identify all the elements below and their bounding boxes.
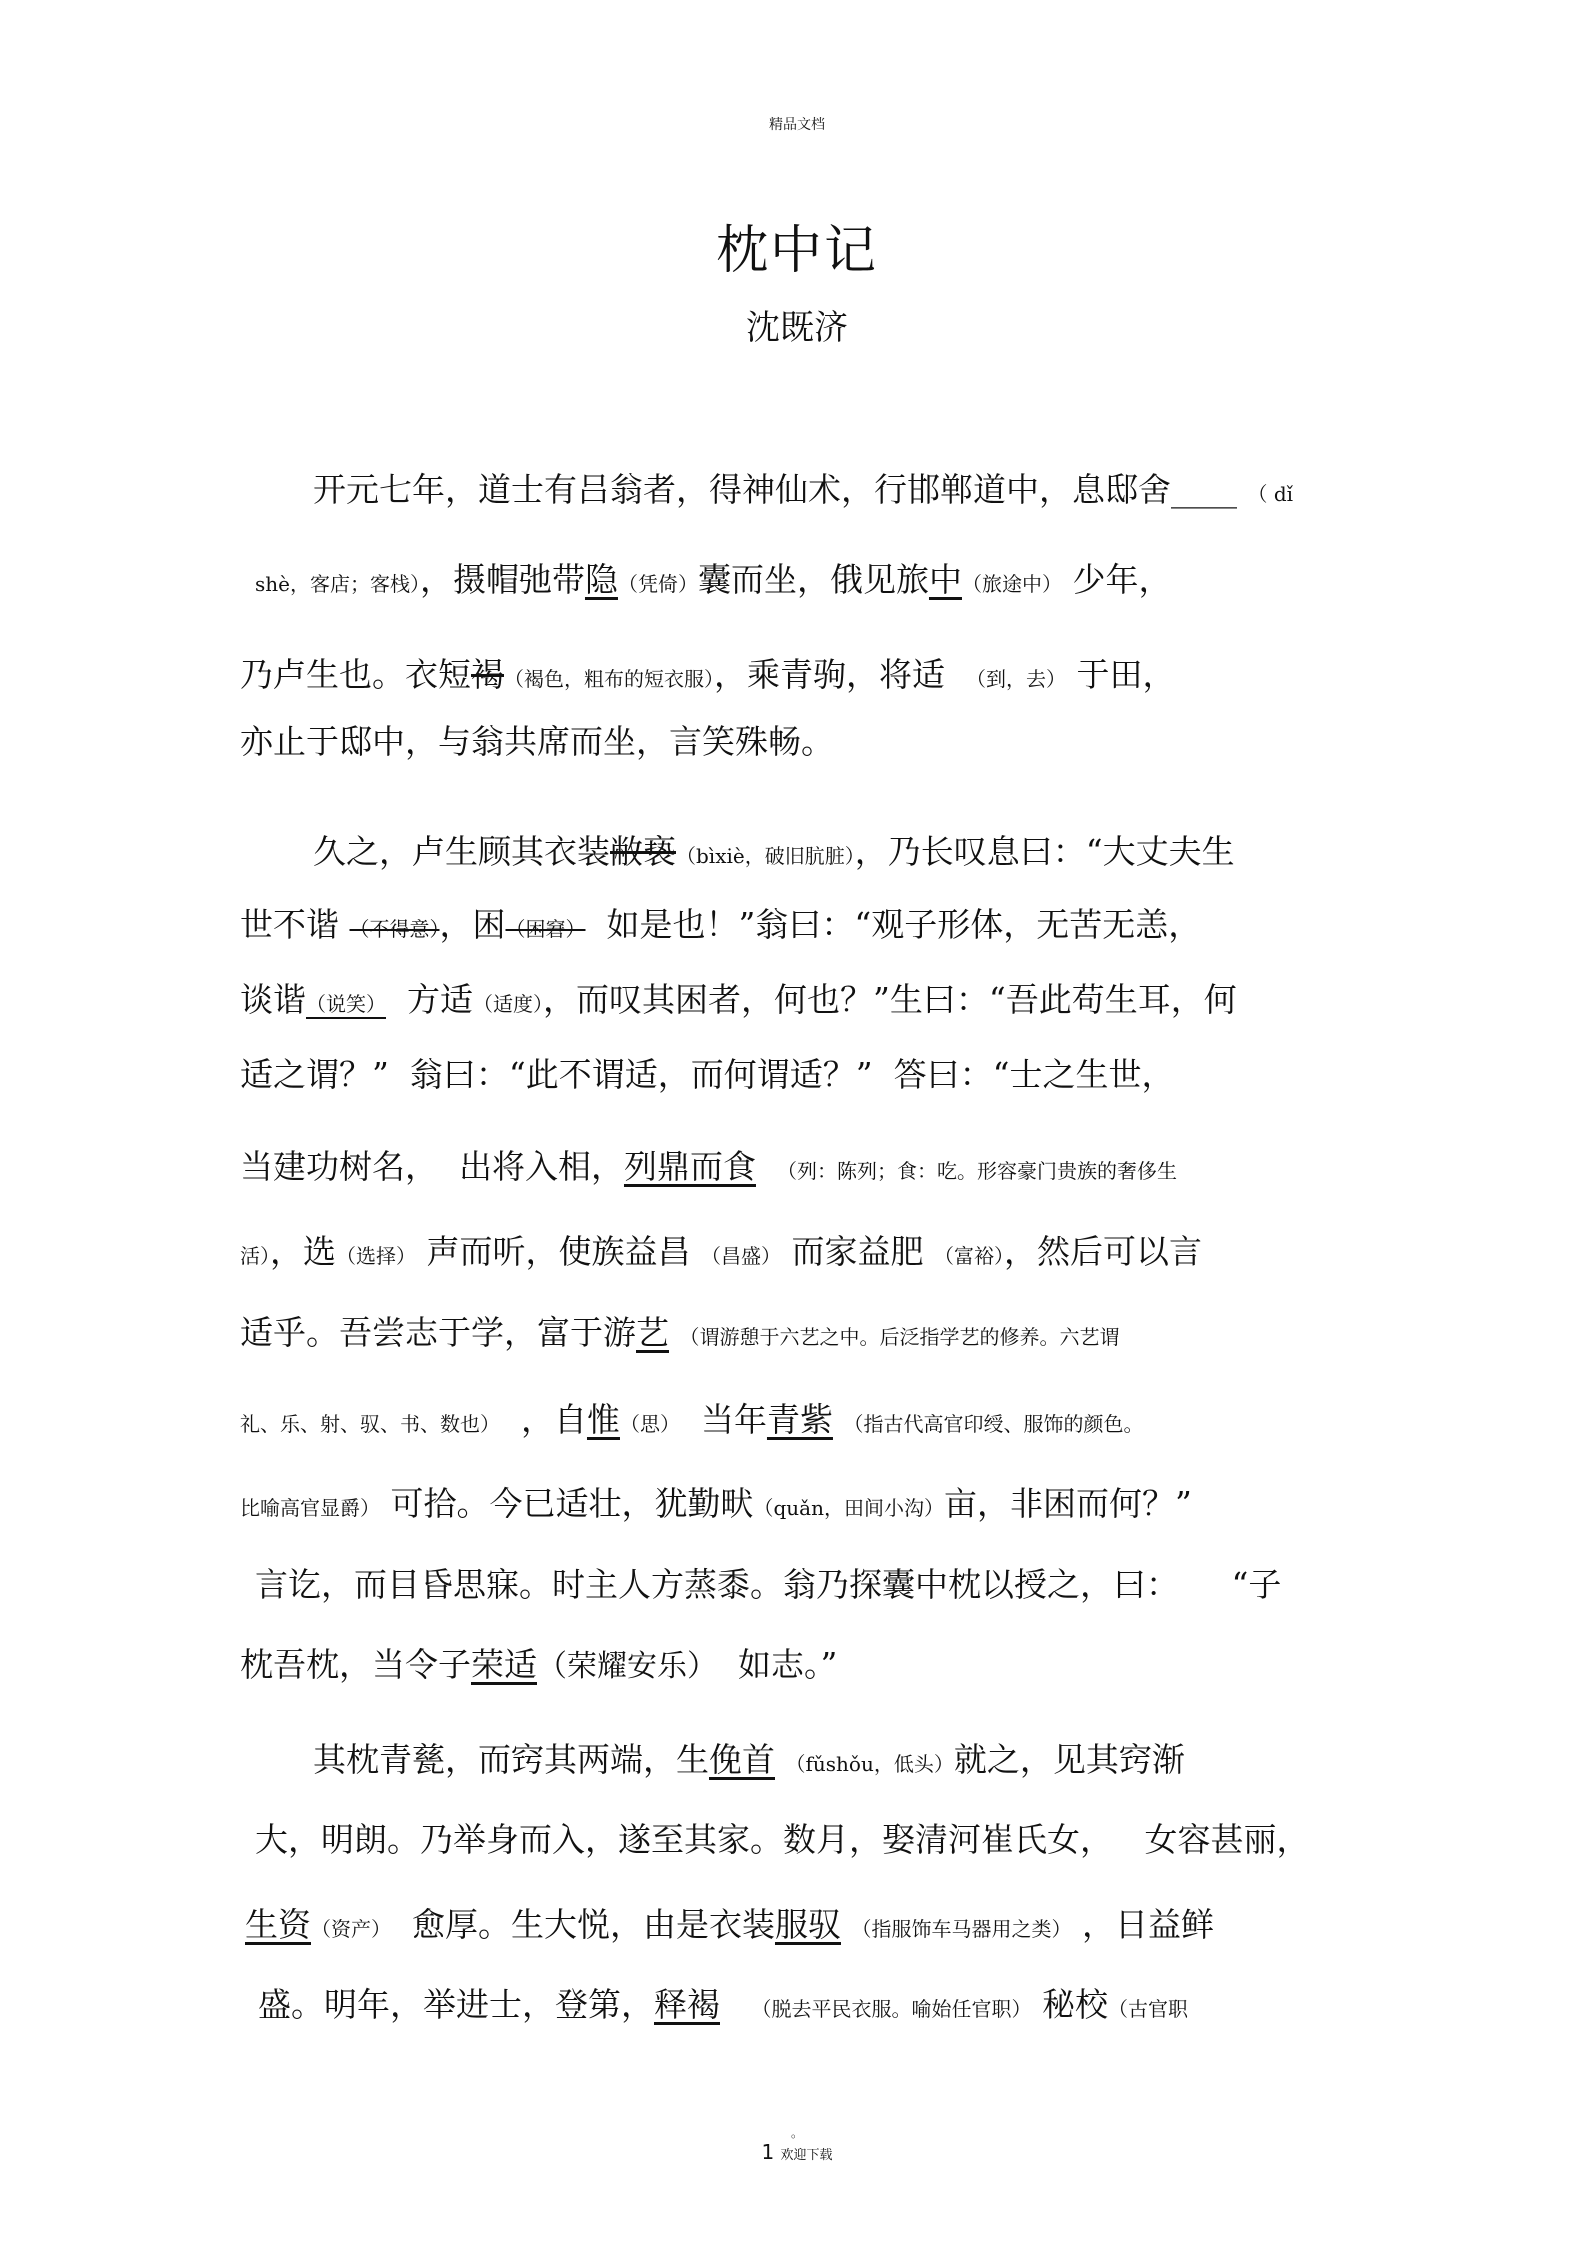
text-run: ，困 [439,905,506,944]
text-run: 亩，非困而何？” [944,1484,1192,1523]
glossed-term: 青紫 [766,1400,833,1439]
text-run: 当年 [700,1400,767,1439]
text-run: ，而叹其困者，何也？”生曰：“吾此苟生耳，何 [542,980,1237,1019]
annotation: （ dǐ [1247,482,1294,506]
text-line [240,980,1237,1024]
text-run: 其枕青甆，而窍其两端，生 [313,1740,709,1779]
text-run: ，日益鲜 [1081,1905,1214,1944]
glossed-term: 释褐 [654,1985,720,2024]
page-footer [0,2140,1594,2164]
annotation: （说笑） [306,992,386,1016]
annotation: （bìxiè，破旧肮脏） [676,844,855,868]
text-run: ，摄帽弛带 [419,560,585,599]
text-run: 乃卢生也。衣短 [240,655,471,694]
text-run: 枕吾枕，当令子 [240,1645,471,1684]
annotation: （褐色，粗布的短衣服） [504,667,714,691]
glossed-term: 褐 [471,655,504,694]
text-line [240,1645,837,1687]
text-run: 盛。明年，举进士，登第， [258,1985,654,2024]
text-run: ，乘青驹，将适 [714,655,945,694]
annotation: （谓游憩于六艺之中。后泛指学艺的修养。六艺谓 [679,1325,1120,1349]
text-run: ，选 [270,1232,336,1271]
text-line [240,1232,1202,1276]
text-run: 世不谐 [240,905,339,944]
annotation: （fǔshǒu，低头） [785,1752,954,1776]
page-number: 1 [761,2140,775,2164]
annotation: （指古代高官印绶、服饰的颜色。 [843,1412,1144,1436]
text-run: 如是也！”翁曰：“观子形体，无苦无恙， [606,905,1202,944]
text-run: 可拾。今已适壮，犹勤 [390,1484,721,1523]
glossed-term: 惟 [586,1400,620,1439]
text-run: ，然后可以言 [1004,1232,1202,1271]
text-line [240,655,1175,699]
annotation: （到，去） [965,667,1066,691]
text-run: 女容甚丽， [1144,1820,1310,1859]
doc-title: 枕中记 [715,221,878,281]
text-run: 如志。” [737,1645,838,1684]
text-run: 就之，见其窍渐 [953,1740,1185,1779]
text-line [313,832,1235,876]
footer-text: 欢迎下载 [780,2148,833,2163]
text-line [258,1985,1188,2029]
annotation: shè，客店；客栈） [255,572,420,596]
annotation: （资产） [311,1917,391,1941]
text-line [240,1147,1177,1191]
annotation: （思） [619,1412,680,1436]
text-line [255,560,1171,604]
glossed-term: 列鼎而食 [623,1147,756,1186]
annotation: （适度） [472,992,543,1016]
text-run: 大，明朗。乃举身而入，遂至其家。数月，娶清河崔氏女， [255,1820,1113,1859]
text-run: 出将入相， [458,1147,624,1186]
annotation: 礼、乐、射、驭、书、数也） [240,1412,500,1436]
header-note: 精品文档 [769,117,825,133]
glossed-term: 艺 [636,1313,669,1352]
text-run: ，自 [520,1400,587,1439]
text-line [255,1565,1281,1605]
text-run: 久之，卢生顾其衣装 [313,832,610,871]
text-line [240,722,834,762]
annotation: （列：陈列；食：吃。形容豪门贵族的奢侈生 [776,1159,1177,1183]
annotation: （选择） [336,1244,416,1268]
text-run: “子 [1231,1565,1282,1604]
text-run: 亦止于邸中，与翁共席而坐，言笑殊畅。 [240,722,834,761]
annotation: （指服饰车马器用之类） [851,1917,1072,1941]
text-run: 适之谓？” [240,1055,389,1094]
annotation: 比喻高官显爵） [240,1496,380,1520]
text-line [240,905,1201,949]
annotation: （富裕） [934,1244,1004,1268]
text-run: 愈厚。生大悦，由是衣装 [411,1905,775,1944]
glossed-term: 生资 [245,1905,311,1944]
glossed-term: 隐 [584,560,618,599]
annotation: （古官职 [1107,1997,1188,2021]
annotation: （quǎn，田间小沟） [753,1496,944,1520]
text-line [240,1055,1174,1095]
text-run: 适乎。吾尝志于学，富于游 [240,1313,636,1352]
text-run: 畎 [720,1484,754,1523]
blank-line: ____ [1171,470,1237,509]
text-run: 当建功树名， [240,1147,438,1186]
annotation: （困窘） [505,917,586,941]
annotation: （不得意） [349,917,440,941]
text-line [313,470,1293,514]
text-line [240,1313,1120,1357]
text-run: 答曰：“士之生世， [893,1055,1175,1094]
text-run: 翁曰：“此不谓适，而何谓适？” [409,1055,873,1094]
annotation: （脱去平民衣服。喻始任官职） [751,1997,1032,2021]
text-run: 谈谐 [240,980,306,1019]
annotation: 活） [240,1244,270,1268]
text-run: 囊而坐，俄见旅 [697,560,929,599]
glossed-term: 荣适 [471,1645,537,1684]
glossed-term: 俛首 [709,1740,775,1779]
text-run: 于田， [1076,655,1176,694]
footer-dot: 。 [790,2126,803,2140]
annotation: （旅途中） [961,572,1062,596]
text-line [255,1820,1309,1860]
text-run: ，乃长叹息曰：“大丈夫生 [854,832,1235,871]
annotation: （昌盛） [701,1244,781,1268]
text-run: 少年， [1072,560,1172,599]
doc-author: 沈既济 [746,308,848,348]
text-run: 而家益肥 [791,1232,924,1271]
text-run: 开元七年，道士有吕翁者，得神仙术，行邯郸道中，息邸舍 [313,470,1171,509]
text-run: 方适 [406,980,473,1019]
glossed-term: 服驭 [774,1905,841,1944]
text-run: 声而听，使族益昌 [426,1232,691,1271]
glossed-term: 中 [928,560,962,599]
annotation: （凭倚） [617,572,698,596]
text-line [313,1740,1185,1784]
glossed-term: 敝亵 [610,832,676,871]
text-line [240,1400,1143,1444]
annotation: （荣耀安乐） [537,1649,717,1684]
text-line [245,1905,1214,1949]
text-line [240,1484,1192,1528]
text-run: 言讫，而目昏思寐。时主人方蒸黍。翁乃探囊中枕以授之，曰： [255,1565,1179,1604]
text-run: 秘校 [1041,1985,1108,2024]
